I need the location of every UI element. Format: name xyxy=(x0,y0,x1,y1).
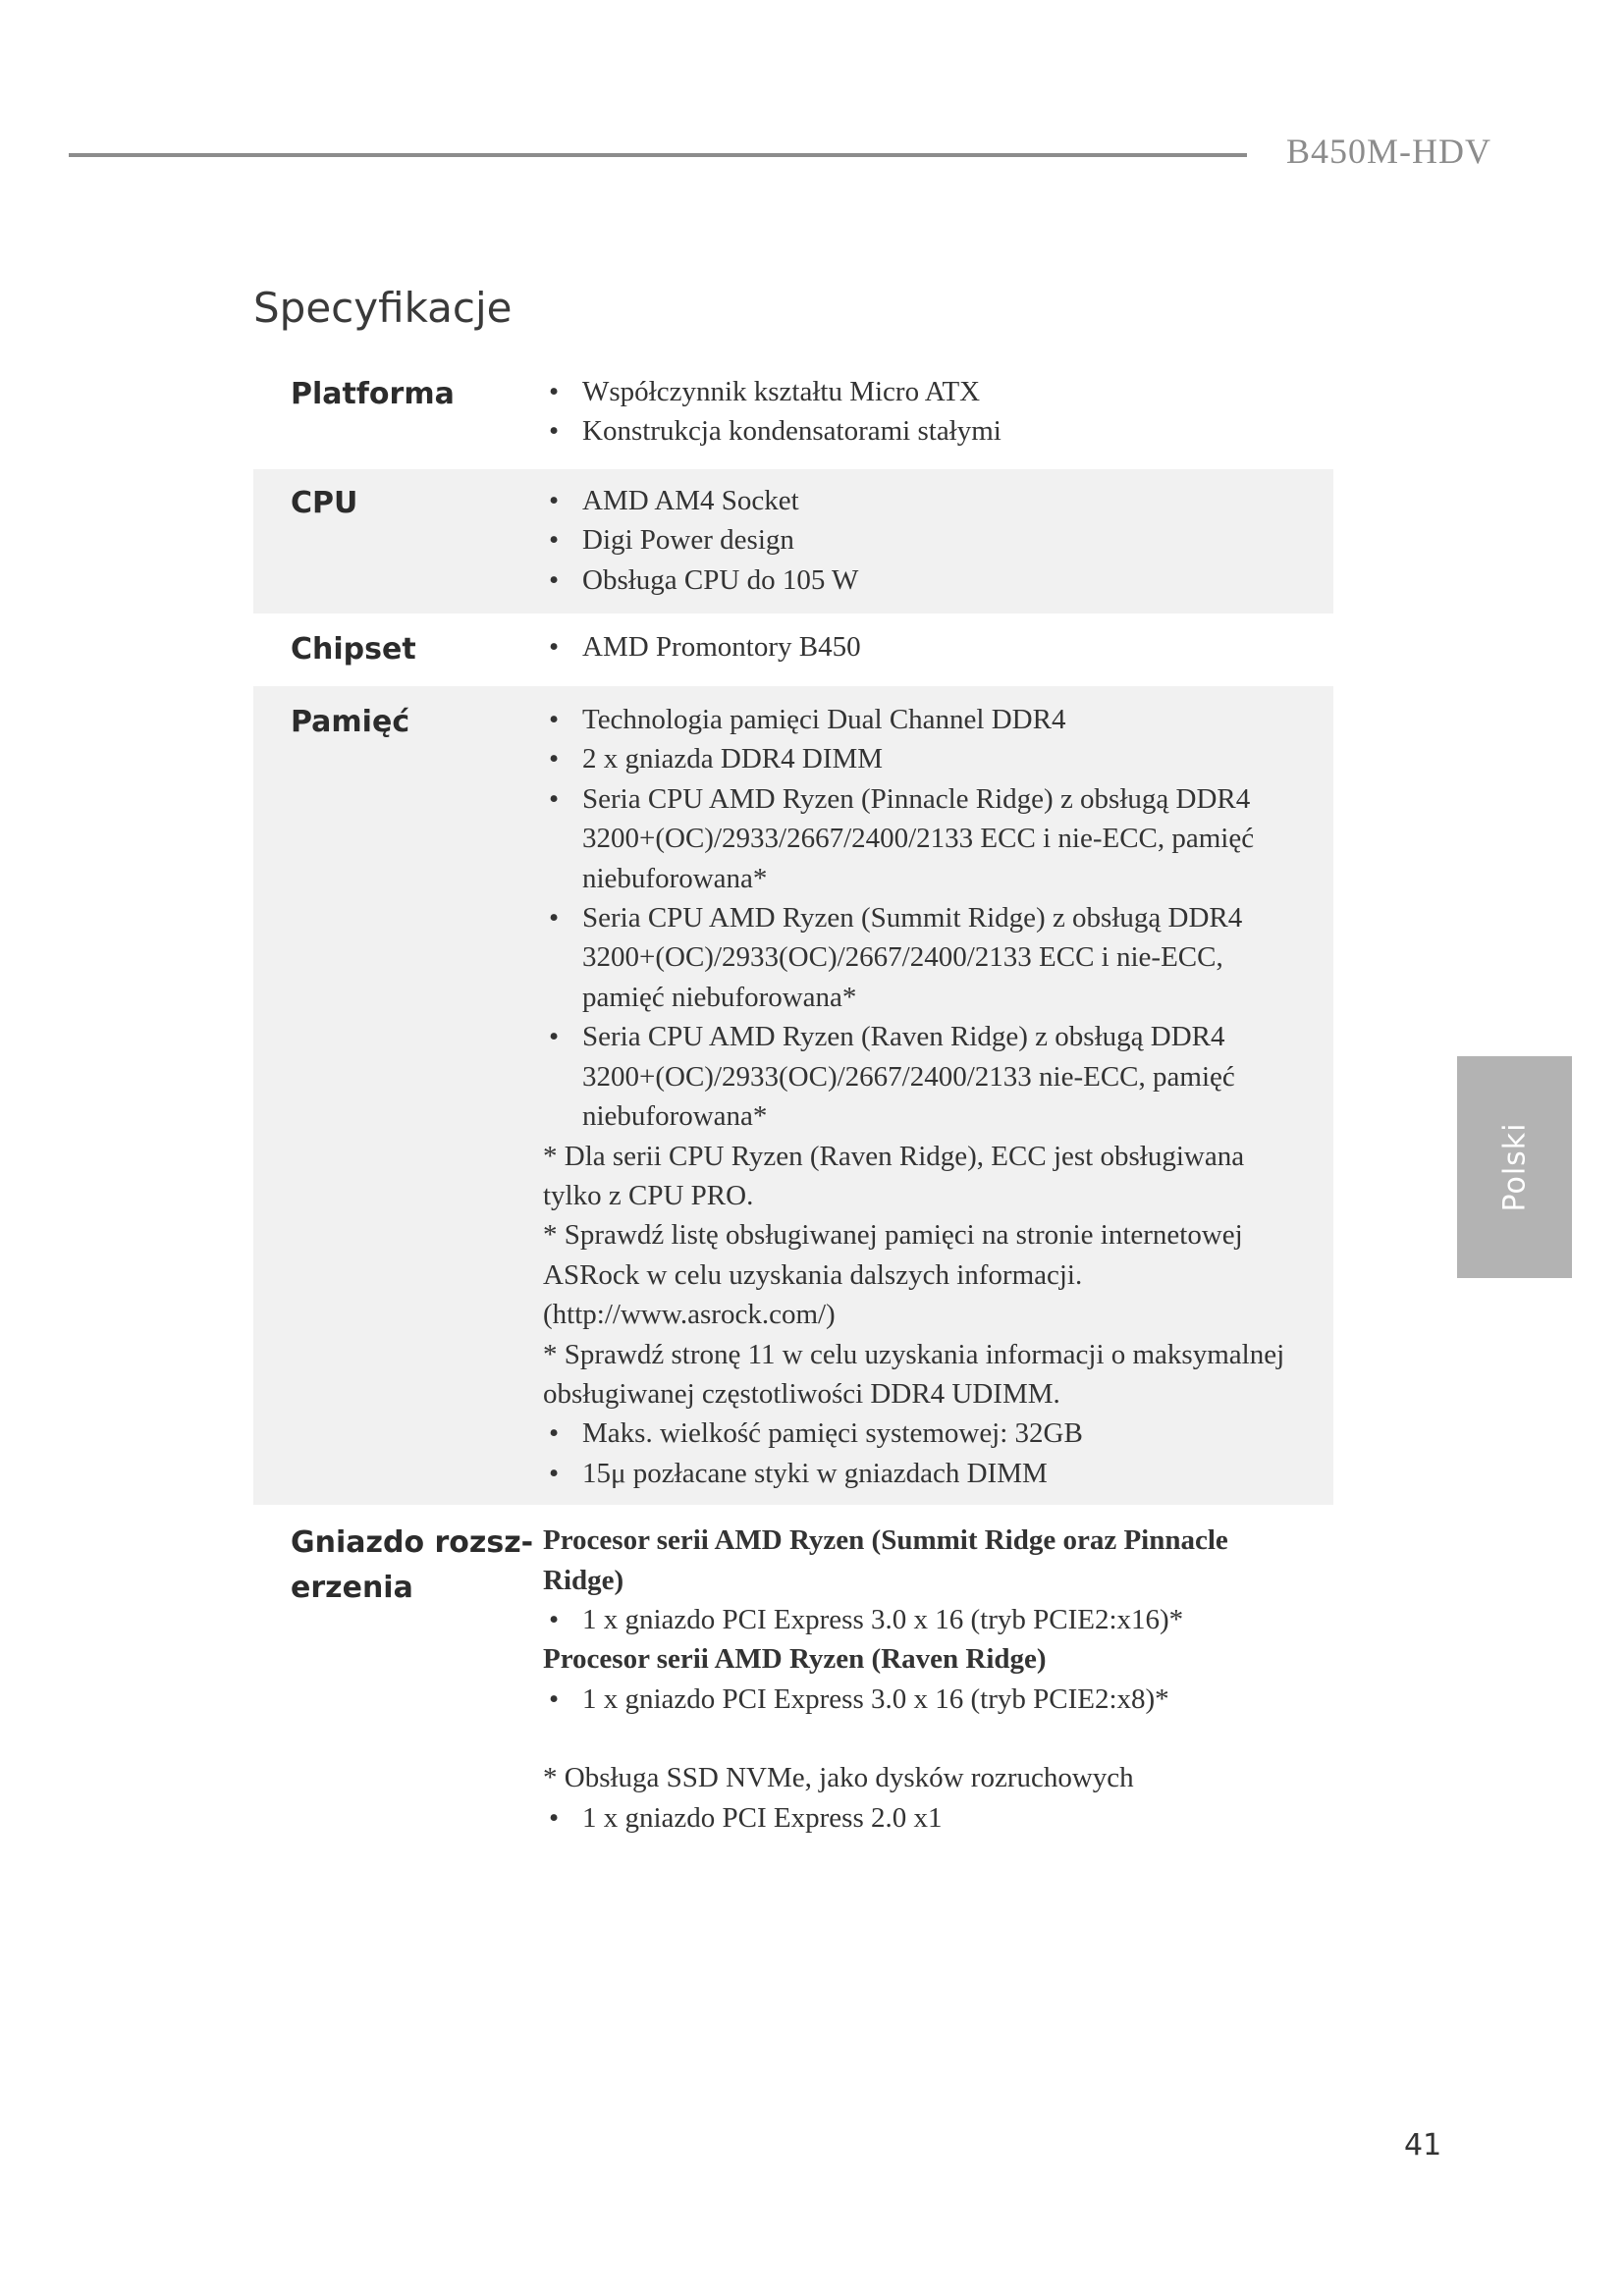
group-title: Procesor serii AMD Ryzen (Summit Ridge oraz Pinnacle Ridge) xyxy=(543,1524,1228,1596)
footnote: * Sprawdź stronę 11 w celu uzyskania informacji o maksymalnej obsługiwanej częstotliwości DDR4 UDIMM. xyxy=(543,1338,1285,1410)
spec-label: Platforma xyxy=(291,377,455,411)
spec-content xyxy=(543,372,1333,452)
spacer xyxy=(543,1719,1304,1758)
spec-label: Pamięć xyxy=(291,705,410,740)
spec-row-platforma xyxy=(253,368,1333,469)
spec-content xyxy=(543,1521,1333,1838)
list-item: • Konstrukcja kondensatorami stałymi xyxy=(543,411,1304,451)
spec-list xyxy=(543,481,1304,600)
spec-list xyxy=(543,372,1304,452)
spec-list xyxy=(543,1798,1304,1838)
list-item: • AMD Promontory B450 xyxy=(543,627,1304,667)
list-item: • Obsługa CPU do 105 W xyxy=(543,561,1304,600)
list-item: • Seria CPU AMD Ryzen (Pinnacle Ridge) z obsługą DDR4 3200+(OC)/2933/2667/2400/2133 ECC i nie-ECC, pamięć niebuforowana* xyxy=(543,779,1304,898)
list-item: • AMD AM4 Socket xyxy=(543,481,1304,520)
spec-content xyxy=(543,481,1333,600)
list-item: • 2 x gniazda DDR4 DIMM xyxy=(543,739,1304,778)
language-tab xyxy=(1457,1056,1572,1278)
spec-label: CPU xyxy=(291,485,358,520)
list-item: • Technologia pamięci Dual Channel DDR4 xyxy=(543,700,1304,739)
spec-content xyxy=(543,627,1333,672)
spec-row-pamiec xyxy=(253,686,1333,1505)
list-item: • Seria CPU AMD Ryzen (Raven Ridge) z obsługą DDR4 3200+(OC)/2933(OC)/2667/2400/2133 nie-ECC, pamięć niebuforowana* xyxy=(543,1017,1304,1136)
page-number: 41 xyxy=(1404,2128,1442,2163)
spec-table xyxy=(253,368,1333,1838)
footnote: * Dla serii CPU Ryzen (Raven Ridge), ECC jest obsługiwana tylko z CPU PRO. xyxy=(543,1140,1245,1211)
spec-row-cpu xyxy=(253,469,1333,614)
footnote: * Obsługa SSD NVMe, jako dysków rozruchowych xyxy=(543,1762,1134,1794)
model-name: B450M-HDV xyxy=(1286,132,1492,171)
language-tab-label: Polski xyxy=(1497,1122,1532,1212)
spec-row-chipset xyxy=(253,614,1333,686)
list-item: • Maks. wielkość pamięci systemowej: 32GB xyxy=(543,1414,1304,1453)
list-item: • 15μ pozłacane styki w gniazdach DIMM xyxy=(543,1454,1304,1493)
list-item: • 1 x gniazdo PCI Express 3.0 x 16 (tryb PCIE2:x8)* xyxy=(543,1680,1304,1719)
spec-list xyxy=(543,1680,1304,1719)
spec-list xyxy=(543,627,1304,667)
list-item: • 1 x gniazdo PCI Express 3.0 x 16 (tryb PCIE2:x16)* xyxy=(543,1600,1304,1639)
spec-list xyxy=(543,1414,1304,1493)
spec-label: Chipset xyxy=(291,632,416,667)
page-title: Specyfikacje xyxy=(253,284,513,332)
list-item: • Digi Power design xyxy=(543,520,1304,560)
spec-list xyxy=(543,700,1304,1136)
list-item: • Seria CPU AMD Ryzen (Summit Ridge) z obsługą DDR4 3200+(OC)/2933(OC)/2667/2400/2133 ECC i nie-ECC, pamięć niebuforowana* xyxy=(543,898,1304,1017)
spec-list xyxy=(543,1600,1304,1639)
spec-row-gniazdo xyxy=(253,1505,1333,1838)
header-rule xyxy=(69,153,1247,157)
spec-label: Gniazdo rozsz-erzenia xyxy=(291,1525,534,1606)
spec-content xyxy=(543,700,1333,1493)
list-item: • Współczynnik kształtu Micro ATX xyxy=(543,372,1304,411)
list-item: • 1 x gniazdo PCI Express 2.0 x1 xyxy=(543,1798,1304,1838)
group-title: Procesor serii AMD Ryzen (Raven Ridge) xyxy=(543,1643,1047,1676)
footnote: * Sprawdź listę obsługiwanej pamięci na stronie internetowej ASRock w celu uzyskania dalszych informacji. (http://www.asrock.com/) xyxy=(543,1219,1243,1331)
